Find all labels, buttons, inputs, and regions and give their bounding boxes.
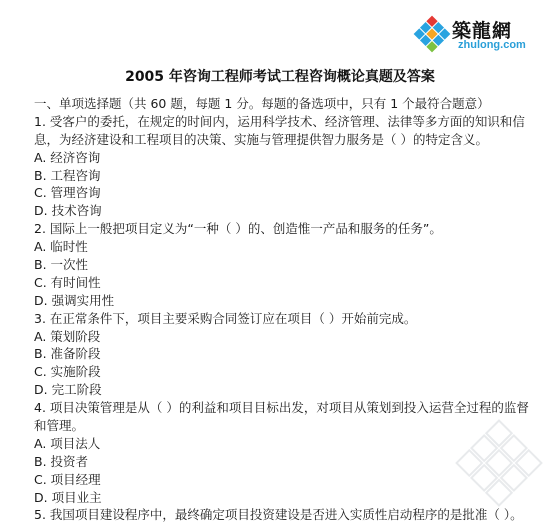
question-2-option-b: B. 一次性	[34, 257, 89, 273]
question-1-line-2: 息，为经济建设和工程项目的决策、实施与管理提供智力服务是（ ）的特定含义。	[34, 131, 488, 147]
question-2-text: 2. 国际上一般把项目定义为“一种（ ）的、创造惟一产品和服务的任务”。	[34, 221, 442, 237]
question-4-option-b: B. 投资者	[34, 453, 89, 469]
question-2-option-c: C. 有时间性	[34, 274, 101, 290]
question-4-option-a: A. 项目法人	[34, 435, 101, 451]
question-4-line-1: 4. 项目决策管理是从（ ）的利益和项目目标出发，对项目从策划到投入运营全过程的监督	[34, 400, 529, 416]
logo-en-text: zhulong.com	[458, 39, 526, 51]
document-title: 2005 年咨询工程师考试工程咨询概论真题及答案	[125, 69, 435, 85]
zhulong-logo	[412, 12, 552, 60]
logo-cn-text: 築龍網	[452, 20, 513, 42]
question-4-line-2: 和管理。	[34, 418, 85, 434]
question-3-option-c: C. 实施阶段	[34, 364, 101, 380]
question-2-option-d: D. 强调实用性	[34, 292, 115, 308]
question-1-option-a: A. 经济咨询	[34, 149, 101, 165]
question-3-text: 3. 在正常条件下，项目主要采购合同签订应在项目（ ）开始前完成。	[34, 310, 417, 326]
question-1-option-d: D. 技术咨询	[34, 203, 102, 219]
section-heading: 一、单项选择题（共 60 题，每题 1 分。每题的备选项中，只有 1 个最符合题意）	[34, 96, 490, 111]
question-1-line-1: 1. 受客户的委托，在规定的时间内，运用科学技术、经济管理、法律等多方面的知识和信	[34, 113, 525, 129]
zhulong-logo-icon	[412, 14, 452, 54]
question-2-option-a: A. 临时性	[34, 239, 88, 255]
question-4-option-d: D. 项目业主	[34, 489, 102, 505]
question-3-option-b: B. 准备阶段	[34, 346, 101, 362]
question-4-option-c: C. 项目经理	[34, 471, 101, 487]
question-3-option-a: A. 策划阶段	[34, 328, 101, 344]
zhulong-watermark-icon	[444, 418, 554, 522]
question-3-option-d: D. 完工阶段	[34, 382, 102, 398]
question-5-text: 5. 我国项目建设程序中，最终确定项目投资建设是否进入实质性启动程序的是批准（ ）。	[34, 507, 523, 523]
question-1-option-c: C. 管理咨询	[34, 185, 101, 201]
question-1-option-b: B. 工程咨询	[34, 167, 101, 183]
